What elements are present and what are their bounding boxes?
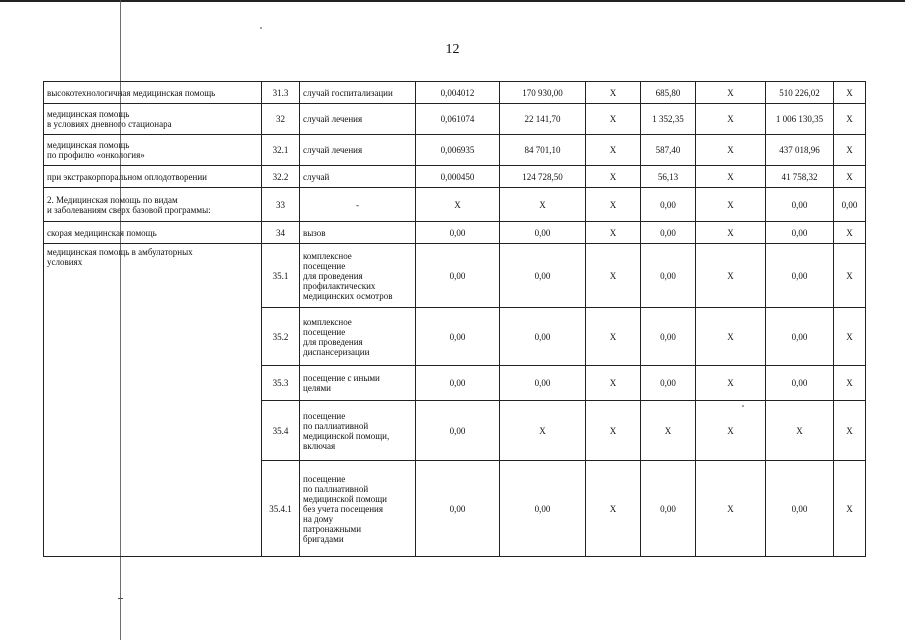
x-cell: X: [696, 308, 766, 366]
total-cell: 0,00: [766, 308, 834, 366]
x-cell: X: [696, 166, 766, 188]
share-cell: 0,00: [416, 401, 500, 461]
care-type-cell: [44, 188, 262, 222]
care-type-line: условиях: [47, 257, 83, 267]
table-row: [44, 222, 866, 244]
cost-cell: 0,00: [500, 366, 586, 401]
x-cell: X: [696, 82, 766, 104]
last-cell: X: [834, 401, 866, 461]
unit-line: комплексное: [303, 250, 352, 261]
unit-line: посещение: [303, 326, 346, 337]
x-cell: X: [586, 401, 641, 461]
table-row: [44, 244, 866, 308]
last-cell: 0,00: [834, 188, 866, 222]
cost-cell: 22 141,70: [500, 104, 586, 135]
x-cell: X: [696, 135, 766, 166]
amount-cell: 0,00: [641, 308, 696, 366]
care-type-line: при экстракорпоральном оплодотворении: [47, 171, 207, 182]
x-cell: X: [696, 366, 766, 401]
care-type-cell: [44, 104, 262, 135]
share-cell: X: [416, 188, 500, 222]
x-cell: X: [586, 166, 641, 188]
line-number-cell: 35.4: [262, 401, 300, 461]
last-cell: X: [834, 366, 866, 401]
line-number-cell: 35.4.1: [262, 461, 300, 557]
share-cell: 0,00: [416, 222, 500, 244]
unit-line: патронажными: [303, 523, 362, 534]
unit-line: посещение: [303, 260, 346, 271]
care-type-line: медицинская помощь: [47, 109, 130, 119]
unit-line: для проведения: [303, 336, 363, 347]
unit-cell: [300, 104, 416, 135]
unit-line: посещение: [303, 473, 346, 484]
last-cell: X: [834, 166, 866, 188]
unit-cell: [300, 461, 416, 557]
unit-line: вызов: [303, 227, 326, 238]
x-cell: X: [586, 135, 641, 166]
unit-line: случай лечения: [303, 145, 363, 155]
last-cell: X: [834, 135, 866, 166]
unit-line: посещение с иными: [303, 373, 380, 383]
amount-cell: 56,13: [641, 166, 696, 188]
share-cell: 0,004012: [416, 82, 500, 104]
care-type-line: 2. Медицинская помощь по видам: [47, 194, 178, 205]
care-type-cell: [44, 82, 262, 104]
unit-line: диспансеризации: [303, 346, 370, 357]
unit-line: случай госпитализации: [303, 87, 393, 98]
total-cell: 1 006 130,35: [766, 104, 834, 135]
total-cell: 0,00: [766, 188, 834, 222]
care-type-cell: [44, 135, 262, 166]
line-number-cell: 32.2: [262, 166, 300, 188]
unit-line: посещение: [303, 410, 346, 421]
x-cell: X: [696, 222, 766, 244]
line-number-cell: 35.2: [262, 308, 300, 366]
care-type-line: в условиях дневного стационара: [47, 119, 172, 129]
care-type-cell: [44, 244, 262, 557]
care-type-line: медицинская помощь в амбулаторных: [47, 247, 193, 257]
amount-cell: 0,00: [641, 188, 696, 222]
share-cell: 0,061074: [416, 104, 500, 135]
share-cell: 0,00: [416, 244, 500, 308]
unit-cell: [300, 244, 416, 308]
cost-cell: 0,00: [500, 244, 586, 308]
unit-cell: [300, 308, 416, 366]
table-row: [44, 82, 866, 104]
line-number-cell: 34: [262, 222, 300, 244]
unit-line: по паллиативной: [303, 483, 369, 494]
last-cell: X: [834, 308, 866, 366]
cost-cell: X: [500, 188, 586, 222]
x-cell: X: [696, 104, 766, 135]
cost-cell: 84 701,10: [500, 135, 586, 166]
unit-line: включая: [303, 440, 336, 451]
unit-line: медицинской помощи,: [303, 430, 390, 441]
line-number-cell: 35.3: [262, 366, 300, 401]
total-cell: 41 758,32: [766, 166, 834, 188]
total-cell: 437 018,96: [766, 135, 834, 166]
unit-cell: [300, 366, 416, 401]
table-row: [44, 166, 866, 188]
last-cell: X: [834, 104, 866, 135]
cost-cell: 0,00: [500, 222, 586, 244]
unit-cell: [300, 401, 416, 461]
x-cell: X: [586, 366, 641, 401]
amount-cell: 0,00: [641, 244, 696, 308]
amount-cell: 587,40: [641, 135, 696, 166]
x-cell: X: [586, 244, 641, 308]
unit-line: без учета посещения: [303, 503, 384, 514]
total-cell: 510 226,02: [766, 82, 834, 104]
table-body: [44, 82, 866, 557]
page-number: 12: [445, 42, 460, 57]
unit-line: -: [356, 199, 359, 210]
unit-line: для проведения: [303, 270, 363, 281]
unit-line: медицинских осмотров: [303, 290, 393, 301]
unit-line: случай: [303, 171, 330, 182]
amount-cell: 685,80: [641, 82, 696, 104]
table-row: [44, 135, 866, 166]
unit-cell: [300, 166, 416, 188]
total-cell: 0,00: [766, 222, 834, 244]
line-number-cell: 33: [262, 188, 300, 222]
unit-line: комплексное: [303, 316, 352, 327]
x-cell: X: [586, 308, 641, 366]
cost-cell: 0,00: [500, 461, 586, 557]
care-type-line: и заболеваниям сверх базовой программы:: [47, 204, 211, 215]
amount-cell: 0,00: [641, 222, 696, 244]
share-cell: 0,000450: [416, 166, 500, 188]
total-cell: 0,00: [766, 244, 834, 308]
x-cell: X: [586, 222, 641, 244]
share-cell: 0,00: [416, 461, 500, 557]
unit-line: медицинской помощи: [303, 493, 387, 504]
unit-line: целями: [303, 383, 331, 393]
scan-margin-mark: [118, 598, 123, 599]
unit-line: случай лечения: [303, 114, 363, 124]
care-type-cell: [44, 222, 262, 244]
last-cell: X: [834, 244, 866, 308]
amount-cell: 1 352,35: [641, 104, 696, 135]
amount-cell: 0,00: [641, 461, 696, 557]
x-cell: X: [586, 188, 641, 222]
x-cell: X: [696, 401, 766, 461]
x-cell: X: [586, 82, 641, 104]
last-cell: X: [834, 222, 866, 244]
unit-line: на дому: [303, 513, 334, 524]
unit-cell: [300, 135, 416, 166]
care-type-line: высокотехнологичная медицинская помощь: [47, 87, 216, 98]
cost-cell: X: [500, 401, 586, 461]
total-cell: X: [766, 401, 834, 461]
cost-cell: 170 930,00: [500, 82, 586, 104]
unit-cell: [300, 222, 416, 244]
x-cell: X: [586, 461, 641, 557]
last-cell: X: [834, 461, 866, 557]
unit-line: профилактических: [303, 280, 376, 291]
total-cell: 0,00: [766, 366, 834, 401]
page-top-border: [0, 0, 905, 2]
unit-line: по паллиативной: [303, 420, 369, 431]
care-type-cell: [44, 166, 262, 188]
line-number-cell: 32.1: [262, 135, 300, 166]
table-row: [44, 104, 866, 135]
x-cell: X: [696, 461, 766, 557]
x-cell: X: [696, 244, 766, 308]
amount-cell: 0,00: [641, 366, 696, 401]
table-row: [44, 188, 866, 222]
care-type-line: медицинская помощь: [47, 140, 130, 150]
care-type-line: скорая медицинская помощь: [47, 227, 157, 238]
line-number-cell: 32: [262, 104, 300, 135]
x-cell: X: [696, 188, 766, 222]
share-cell: 0,006935: [416, 135, 500, 166]
line-number-cell: 35.1: [262, 244, 300, 308]
unit-cell: [300, 82, 416, 104]
last-cell: X: [834, 82, 866, 104]
x-cell: X: [586, 104, 641, 135]
amount-cell: X: [641, 401, 696, 461]
medical-care-table: [43, 81, 866, 557]
unit-cell: [300, 188, 416, 222]
scan-speck: [260, 27, 262, 29]
unit-line: бригадами: [303, 533, 344, 544]
line-number-cell: 31.3: [262, 82, 300, 104]
share-cell: 0,00: [416, 366, 500, 401]
cost-cell: 124 728,50: [500, 166, 586, 188]
total-cell: 0,00: [766, 461, 834, 557]
cost-cell: 0,00: [500, 308, 586, 366]
care-type-line: по профилю «онкология»: [47, 150, 145, 160]
share-cell: 0,00: [416, 308, 500, 366]
